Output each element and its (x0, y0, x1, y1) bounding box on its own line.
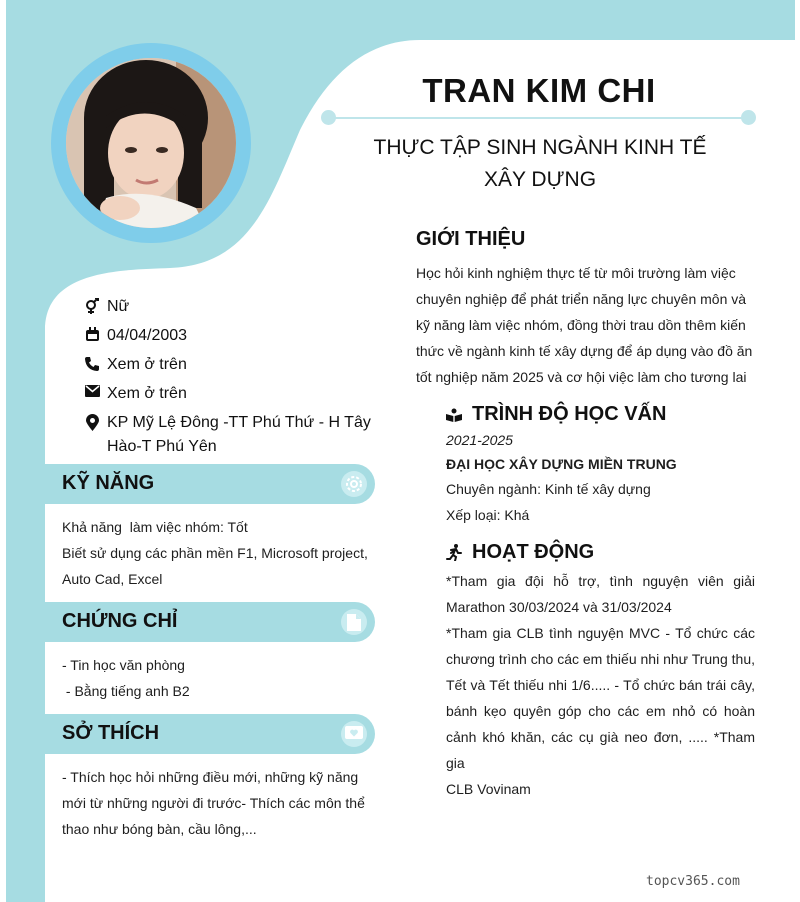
certificates-header (45, 602, 375, 642)
contact-phone (82, 353, 372, 377)
contact-birthday (82, 324, 372, 348)
activities-line: bánh kẹo quyên góp cho các em nhỏ có hoàn (446, 703, 755, 719)
running-person-icon (446, 544, 464, 561)
certificates-content (62, 652, 372, 704)
phone-icon (82, 353, 102, 377)
certificate-item: - Bằng tiếng anh B2 (62, 683, 190, 699)
divider-dot-left (321, 110, 336, 125)
contact-address (82, 411, 372, 459)
watermark: topcv365.com (646, 874, 740, 889)
divider-dot-right (741, 110, 756, 125)
job-title (330, 132, 750, 196)
skills-line: Biết sử dụng các phần mền F1, Microsoft project, (62, 545, 368, 561)
location-pin-icon (82, 411, 102, 459)
hobbies-header (45, 714, 375, 754)
hobbies-line: thao như bóng bàn, cầu lông,... (62, 821, 257, 837)
envelope-icon (82, 382, 102, 406)
gender-icon (82, 295, 102, 319)
education-major: Chuyên ngành: Kinh tế xây dựng (446, 481, 651, 497)
activities-heading: HOẠT ĐỘNG (472, 541, 595, 563)
education-heading: TRÌNH ĐỘ HỌC VẤN (472, 403, 667, 425)
heart-message-icon (341, 721, 367, 747)
activities-header (446, 541, 594, 564)
certificates-heading: CHỨNG CHỈ (62, 610, 178, 632)
address-line-1: KP Mỹ Lệ Đông -TT Phú Thứ - H Tây (107, 414, 371, 431)
hobbies-heading: SỞ THÍCH (62, 722, 160, 744)
hobbies-line: mới từ những người đi trước- Thích các môn thể (62, 795, 365, 811)
gender-value: Nữ (107, 298, 130, 315)
intro-heading: GIỚI THIỆU (416, 228, 526, 250)
email-value: Xem ở trên (107, 385, 187, 402)
birthday-value: 04/04/2003 (107, 327, 188, 344)
job-title-line-2: XÂY DỰNG (483, 168, 597, 191)
skills-header (45, 464, 375, 504)
activities-line: *Tham gia CLB tình nguyện MVC - Tổ chức các (446, 625, 755, 641)
hobbies-line: - Thích học hỏi những điều mới, những kỹ năng (62, 769, 359, 785)
gear-icon (341, 471, 367, 497)
contact-gender (82, 295, 372, 319)
address-line-2: Hào-T Phú Yên (107, 438, 217, 455)
activities-line: Tết và Tết thiếu nhi 1/6..... - Tổ chức bán trái cây, (446, 677, 755, 693)
intro-line: kỹ năng làm việc nhóm, đồng thời trau dồn thêm kiến (416, 317, 746, 333)
activities-line: cảnh khó khăn, các cụ già neo đơn, ..... *Tham gia (446, 729, 755, 771)
education-content (446, 428, 756, 528)
skills-heading: KỸ NĂNG (62, 472, 155, 494)
name-divider (328, 117, 748, 119)
education-years: 2021-2025 (446, 432, 513, 448)
education-school: ĐẠI HỌC XÂY DỰNG MIỀN TRUNG (446, 456, 677, 472)
skills-content (62, 514, 372, 592)
book-icon (446, 408, 464, 422)
activities-line: CLB Vovinam (446, 781, 531, 797)
calendar-icon (82, 324, 102, 348)
document-icon (341, 609, 367, 635)
activities-line: Marathon 30/03/2024 và 31/03/2024 (446, 599, 672, 615)
activities-line: chương trình cho các em thiếu nhi như Trung thu, (446, 651, 755, 667)
job-title-line-1: THỰC TẬP SINH NGÀNH KINH TẾ (373, 136, 707, 159)
intro-line: tốt nghiệp năm 2025 và cơ hội việc làm cho tương lai (416, 369, 747, 385)
hobbies-content (62, 764, 372, 842)
intro-line: Học hỏi kinh nghiệm thực tế từ môi trường làm việc (416, 265, 736, 281)
address-value (107, 411, 371, 459)
activities-content (446, 568, 755, 802)
certificate-item: - Tin học văn phòng (62, 657, 185, 673)
intro-line: chuyên nghiệp để phát triển năng lực chuyên môn và (416, 291, 747, 307)
intro-content (416, 260, 756, 390)
contact-email (82, 382, 372, 406)
candidate-name: TRAN KIM CHI (422, 72, 656, 109)
education-header (446, 403, 666, 426)
skills-line: Auto Cad, Excel (62, 571, 163, 587)
skills-line: Khả năng làm việc nhóm: Tốt (62, 519, 248, 535)
avatar (66, 58, 236, 228)
phone-value: Xem ở trên (107, 356, 187, 373)
intro-line: thức về ngành kinh tế xây dựng để áp dụng vào đồ ăn (416, 343, 753, 359)
activities-line: *Tham gia đội hỗ trợ, tình nguyện viên giải (446, 573, 755, 589)
education-grade: Xếp loại: Khá (446, 507, 530, 523)
